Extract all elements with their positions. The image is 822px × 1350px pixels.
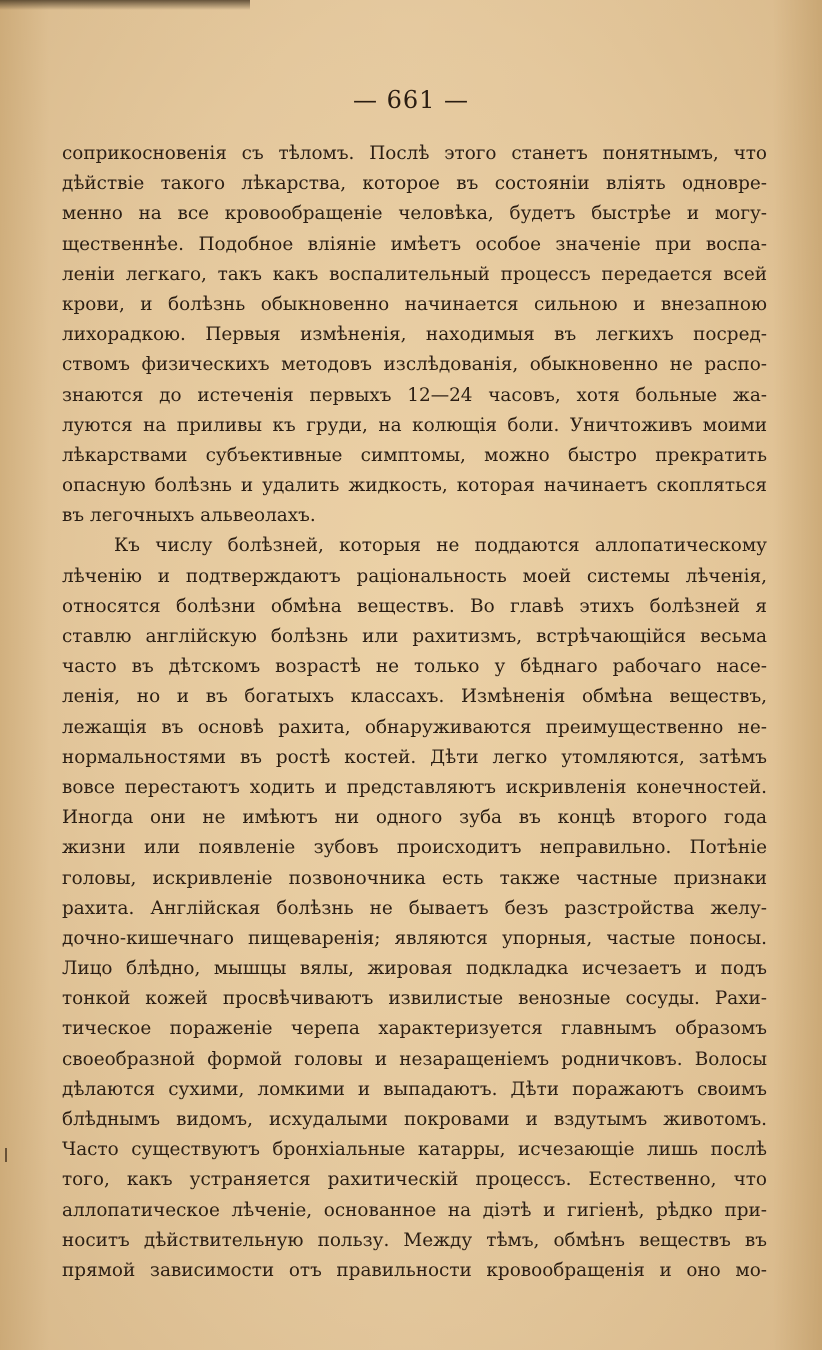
- text-line: прямой зависимости отъ правильности кровообращенія и оно мо-: [62, 1259, 767, 1281]
- paragraph-2: [62, 531, 767, 1286]
- text-line: лѣкарствами субъективные симптомы, можно быстро прекратить: [62, 444, 767, 466]
- scan-edge-shadow: [0, 0, 250, 10]
- text-line: ствомъ физическихъ методовъ изслѣдованія, обыкновенно не распо-: [62, 354, 767, 376]
- text-line: лежащія въ основѣ рахита, обнаруживаются преимущественно не-: [62, 716, 767, 738]
- text-line: тическое пораженіе черепа характеризуется главнымъ образомъ: [62, 1018, 767, 1040]
- text-line: крови, и болѣзнь обыкновенно начинается сильною и внезапною: [62, 293, 767, 315]
- text-line: вовсе перестаютъ ходить и представляютъ искривленія конечностей.: [62, 776, 767, 798]
- text-line: Къ числу болѣзней, которыя не поддаются аллопатическому: [114, 535, 767, 557]
- margin-mark: [5, 1148, 7, 1162]
- text-line: соприкосновенія съ тѣломъ. Послѣ этого станетъ понятнымъ, что: [62, 143, 767, 164]
- text-line: рахита. Англійская болѣзнь не бываетъ безъ разстройства желу-: [62, 897, 767, 919]
- text-line: лѣченію и подтверждаютъ раціональность моей системы лѣченія,: [62, 565, 767, 587]
- text-line: дѣйствіе такого лѣкарства, которое въ состояніи вліять одновре-: [62, 173, 767, 195]
- text-line: дѣлаются сухими, ломкими и выпадаютъ. Дѣти поражаютъ своимъ: [62, 1078, 767, 1100]
- text-line: дочно-кишечнаго пищеваренія; являются упорныя, частые поносы.: [62, 927, 767, 949]
- text-line: леніи легкаго, такъ какъ воспалительный процессъ передается всей: [62, 263, 767, 285]
- paragraph-1: [62, 139, 767, 531]
- text-line: Лицо блѣдно, мышцы вялы, жировая подкладка исчезаетъ и подъ: [62, 958, 767, 980]
- text-line: менно на все кровообращеніе человѣка, будетъ быстрѣе и могу-: [62, 203, 767, 225]
- text-line: опасную болѣзнь и удалить жидкость, которая начинаетъ скопляться: [62, 475, 767, 497]
- body-text: [62, 139, 767, 1286]
- text-line: того, какъ устраняется рахитическій процессъ. Естественно, что: [62, 1169, 767, 1191]
- text-line: своеобразной формой головы и незаращеніемъ родничковъ. Волосы: [62, 1048, 767, 1070]
- text-line: Иногда они не имѣютъ ни одного зуба въ концѣ второго года: [62, 807, 767, 829]
- text-line: жизни или появленіе зубовъ происходитъ неправильно. Потѣніе: [62, 837, 767, 859]
- text-line: въ легочныхъ альвеолахъ.: [62, 505, 316, 527]
- text-line: тонкой кожей просвѣчиваютъ извилистые венозные сосуды. Рахи-: [62, 988, 767, 1010]
- text-line: относятся болѣзни обмѣна веществъ. Во главѣ этихъ болѣзней я: [62, 595, 767, 617]
- text-line: нормальностями въ ростѣ костей. Дѣти легко утомляются, затѣмъ: [62, 746, 767, 768]
- text-line: знаются до истеченія первыхъ 12—24 часовъ, хотя больные жа-: [62, 384, 767, 406]
- text-line: лихорадкою. Первыя измѣненія, находимыя въ легкихъ посред-: [62, 324, 767, 346]
- page-number: — 661 —: [352, 86, 470, 114]
- text-line: блѣднымъ видомъ, исхудалыми покровами и вздутымъ животомъ.: [62, 1109, 767, 1130]
- text-line: щественнѣе. Подобное вліяніе имѣетъ особое значеніе при воспа-: [62, 233, 767, 255]
- text-line: носитъ дѣйствительную пользу. Между тѣмъ, обмѣнъ веществъ въ: [62, 1229, 767, 1251]
- text-line: Часто существуютъ бронхіальные катарры, исчезающіе лишь послѣ: [62, 1139, 767, 1161]
- text-line: аллопатическое лѣченіе, основанное на діэтѣ и гигіенѣ, рѣдко при-: [62, 1199, 767, 1221]
- text-line: часто въ дѣтскомъ возрастѣ не только у бѣднаго рабочаго насе-: [62, 656, 767, 678]
- text-line: луются на приливы къ груди, на колющія боли. Уничтоживъ моими: [62, 414, 767, 436]
- text-line: ставлю англійскую болѣзнь или рахитизмъ, встрѣчающійся весьма: [62, 626, 767, 647]
- text-line: ленія, но и въ богатыхъ классахъ. Измѣненія обмѣна веществъ,: [62, 686, 767, 708]
- text-line: головы, искривленіе позвоночника есть также частные признаки: [62, 867, 767, 889]
